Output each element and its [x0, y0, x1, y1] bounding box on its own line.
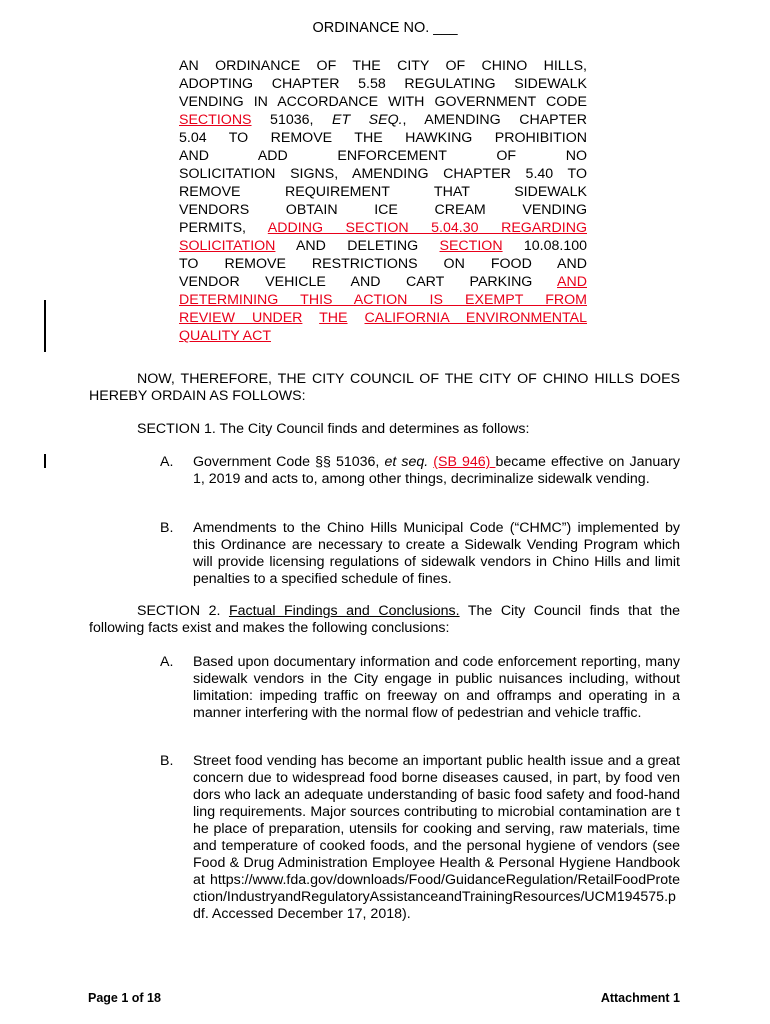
inserted-text: AND — [557, 274, 587, 290]
inserted-text: SECTIONS — [179, 112, 252, 128]
title-line-inserted: QUALITY ACT — [179, 328, 271, 344]
inserted-text: SECTION — [439, 238, 503, 254]
title-line: AN ORDINANCE OF THE CITY OF CHINO HILLS, — [179, 58, 587, 74]
title-line: REMOVE REQUIREMENT THAT SIDEWALK — [179, 184, 587, 200]
change-bar — [44, 454, 46, 468]
inserted-text: REVIEW UNDER — [179, 310, 303, 326]
title-line: SOLICITATION SIGNS, AMENDING CHAPTER 5.40 TO — [179, 166, 587, 182]
title-line: VENDORS OBTAIN ICE CREAM VENDING — [179, 202, 587, 218]
section-2-heading: Factual Findings and Conclusions. — [228, 603, 460, 619]
title-line: VENDING IN ACCORDANCE WITH GOVERNMENT CODE — [179, 94, 587, 110]
title-line: 5.04 TO REMOVE THE HAWKING PROHIBITION — [179, 130, 587, 146]
inserted-text: (SB 946) — [433, 454, 496, 470]
list-label: A. — [160, 654, 174, 670]
title-line: ADOPTING CHAPTER 5.58 REGULATING SIDEWALK — [179, 76, 587, 92]
section-2-item-a: Based upon documentary information and code enforcement reporting, many sidewalk vendors in the City engage in public nuisances including, without limitation: impeding traffic on freeway on and offramps and operating in a manner interfering with the normal flow of pedestrian and vehicle traffic. — [193, 654, 680, 721]
section-2-intro: SECTION 2. Factual Findings and Conclusions. The City Council finds that the following facts exist and makes the following conclusions: — [89, 603, 681, 636]
inserted-text: CALIFORNIA ENVIRONMENTAL — [364, 310, 587, 326]
ordain-paragraph: NOW, THEREFORE, THE CITY COUNCIL OF THE CITY OF CHINO HILLS DOES HEREBY ORDAIN AS FOLLOWS: — [89, 371, 680, 404]
title-line: SECTIONS 51036, ET SEQ., AMENDING CHAPTER — [179, 112, 588, 128]
section-1-item-a: Government Code §§ 51036, et seq. (SB 946) became effective on January 1, 2019 and acts to, among other things, decriminalize sidewalk vending. — [193, 454, 680, 487]
ordinance-title — [179, 57, 587, 345]
attachment-label: Attachment 1 — [600, 991, 680, 1005]
title-line — [179, 309, 587, 327]
ordinance-number-heading: ORDINANCE NO. ___ — [312, 20, 458, 36]
list-label: B. — [160, 753, 174, 769]
inserted-text: THE — [319, 310, 348, 326]
section-1-item-b: Amendments to the Chino Hills Municipal Code (“CHMC”) implemented by this Ordinance are necessary to create a Sidewalk Vending Program which will provide licensing regulations of sidewalk vendors in Chino Hills and limit penalties to a specified schedule of fines. — [193, 520, 680, 587]
section-2-item-b: Street food vending has become an important public health issue and a great concern due to widespread food borne diseases caused, in part, by food vendors who lack an adequate understanding of basic food safety and food-handling requirements. Major sources contributing to microbial contamination are the place of preparation, utensils for cooking and serving, raw materials, time and temperature of cooked foods, and the personal hygiene of vendors (see Food & Drug Administration Employee Health & Personal Hygiene Handbook at https://www.fda.gov/downloads/Food/GuidanceRegulation/RetailFoodProtection/IndustryandRegulatoryAssistanceandTrainingResources/UCM194575.pdf. Accessed December 17, 2018). — [193, 753, 680, 922]
change-bar — [44, 300, 46, 352]
title-line: VENDOR VEHICLE AND CART PARKING AND — [179, 274, 587, 290]
title-line: SOLICITATION AND DELETING SECTION 10.08.100 — [179, 238, 587, 254]
page-number: Page 1 of 18 — [88, 991, 161, 1005]
list-label: B. — [160, 520, 174, 536]
inserted-text: ADDING SECTION 5.04.30 REGARDING — [267, 220, 587, 236]
title-line: TO REMOVE RESTRICTIONS ON FOOD AND — [179, 256, 587, 272]
list-label: A. — [160, 454, 174, 470]
title-line-inserted: DETERMINING THIS ACTION IS EXEMPT FROM — [179, 292, 587, 308]
inserted-text: SOLICITATION — [179, 238, 276, 254]
title-line: AND ADD ENFORCEMENT OF NO — [179, 148, 587, 164]
section-1-intro: SECTION 1. The City Council finds and determines as follows: — [137, 421, 530, 437]
title-line: PERMITS, ADDING SECTION 5.04.30 REGARDING — [179, 220, 587, 236]
